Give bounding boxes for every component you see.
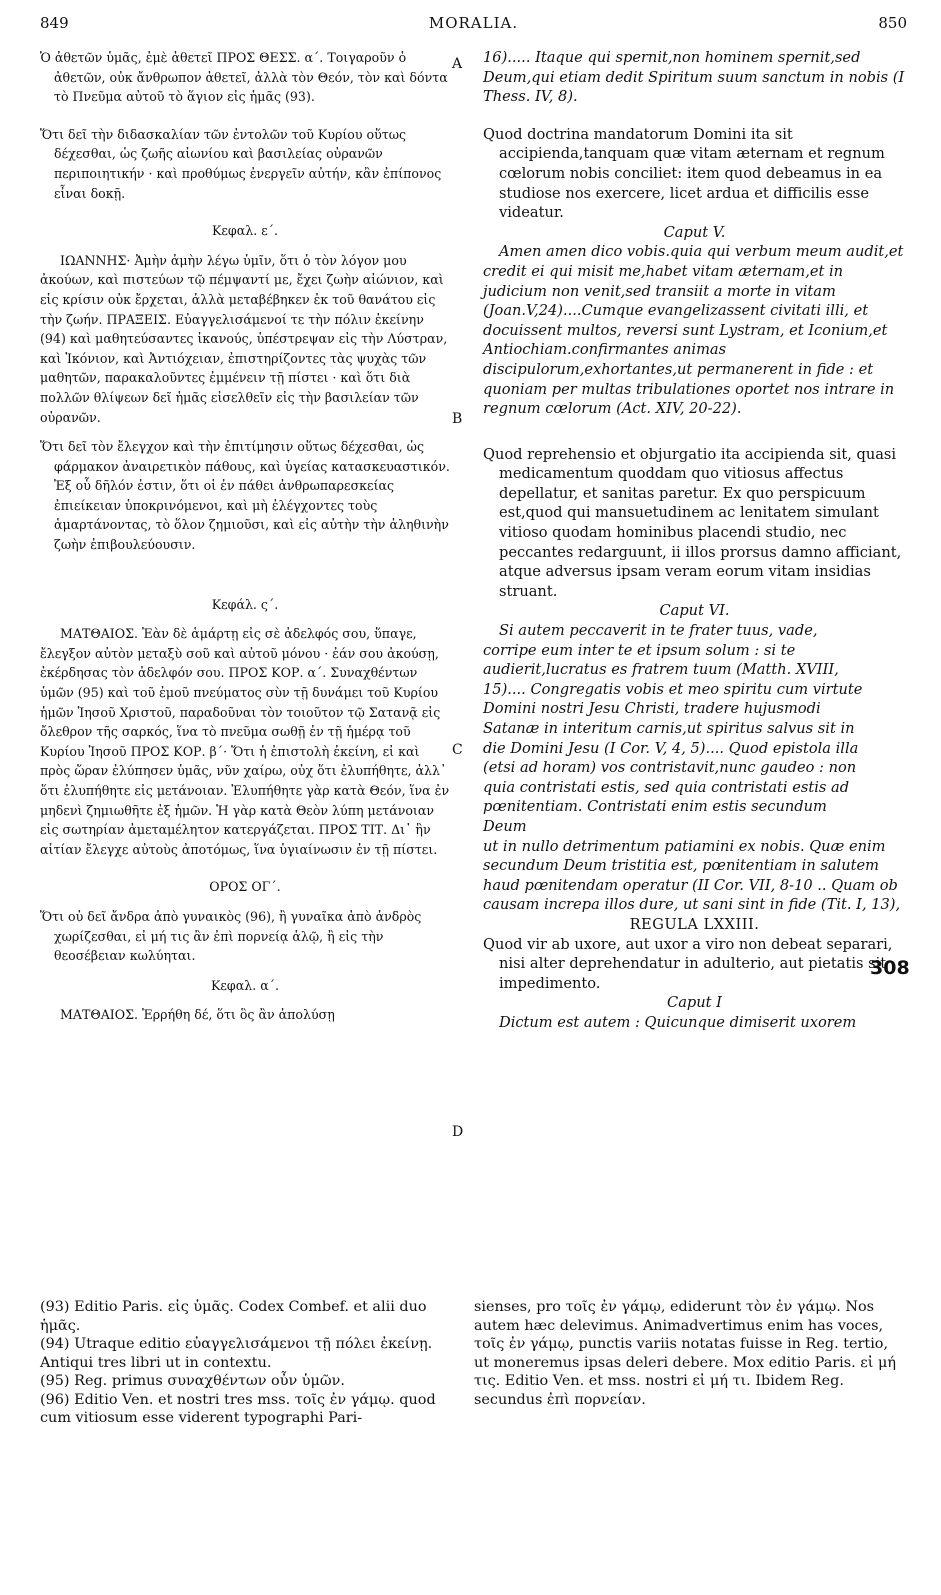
latin-paragraph: Quod vir ab uxore, aut uxor a viro non debeat separari, nisi alter deprehendatur in adulterio, aut pietatis sit impedimento. — [483, 935, 893, 992]
greek-heading: Κεφαλ. α΄. — [210, 977, 280, 993]
greek-heading: ΟΡΟΣ ΟΓ΄. — [209, 879, 281, 895]
running-title: MORALIA. — [428, 14, 519, 32]
margin-letter-b: B — [452, 411, 463, 427]
greek-paragraph: Ὁ ἀθετῶν ὑμᾶς, ἐμὲ ἀθετεῖ ΠΡΟΣ ΘΕΣΣ. α΄. Τοιγαροῦν ὁ ἀθετῶν, οὐκ ἄνθρωπον ἀθετεῖ, ἀλλὰ τὸν Θεόν, τὸν καὶ δόντα τὸ Πνεῦμα αὐτοῦ τὸ ἅγιον εἰς ἡμᾶς (93). — [40, 50, 448, 105]
latin-heading: Caput VI. — [659, 602, 730, 620]
footnote: (95) Reg. primus συναχθέντων οὖν ὑμῶν. — [40, 1373, 345, 1389]
greek-paragraph: Ὅτι δεῖ τὸν ἔλεγχον καὶ τὴν ἐπιτίμησιν οὕτως δέχεσθαι, ὡς φάρμακον ἀναιρετικὸν πάθους, καὶ ὑγείας κατασκευαστικόν. Ἐξ οὗ δῆλόν ἐστιν, ὅτι οἱ ἐν πάθει ἀνθρωπαρεσκείας ἐπιείκειαν ὑποκρινόμενοι, καὶ μὴ ἐλέγχοντες τοὺς ἁμαρτάνοντας, τὸ ὅλον ζημιοῦσι, καὶ εἰς αὐτὴν τὴν ἀληθινὴν ζωὴν ἐπιβουλεύουσιν. — [40, 439, 450, 553]
margin-letter-a: A — [452, 56, 463, 72]
greek-paragraph: Ὅτι οὐ δεῖ ἄνδρα ἀπὸ γυναικὸς (96), ἢ γυναῖκα ἀπὸ ἀνδρὸς χωρίζεσθαι, εἰ μή τις ἂν ἐπὶ πορνείᾳ ἁλῷ, ἢ εἰς τὴν θεοσέβειαν κωλύηται. — [40, 908, 422, 964]
latin-paragraph: Si autem peccaverit in te frater tuus, vade, corripe eum inter te et ipsum solum : si te audierit,lucratus es fratrem tuum (Matth. XVIII, 15).... Congregatis vobis et meo spiritu cum virtute Domini nostri Jesu Christi, tradere hujusmodi Satanæ in interitum carnis,ut spiritus salvus sit in die Domini Jesu (I Cor. V, 4, 5).... Quod epistola illa (etsi ad horam) vos contristavit,nunc gaudeo : non quia contristati estis, sed quia contristati estis ad pœnitentiam. Contristati enim estis secundum Deum — [483, 622, 863, 835]
greek-paragraph: Ὅτι δεῖ τὴν διδασκαλίαν τῶν ἐντολῶν τοῦ Κυρίου οὕτως δέχεσθαι, ὡς ζωῆς αἰωνίου καὶ βασιλείας οὐρανῶν περιποιητικήν · καὶ προθύμως ἐνεργεῖν αὐτήν, κἂν ἐπίπονος εἶναι δοκῇ. — [40, 126, 442, 201]
greek-paragraph: ΙΩΑΝΝΗΣ· Ἀμὴν ἀμὴν λέγω ὑμῖν, ὅτι ὁ τὸν λόγον μου ἀκούων, καὶ πιστεύων τῷ πέμψαντί με, ἔχει ζωὴν αἰώνιον, καὶ εἰς κρίσιν οὐκ ἔρχεται, ἀλλὰ μεταβέβηκεν ἐκ τοῦ θανάτου εἰς τὴν ζωήν. ΠΡΑΞΕΙΣ. Εὐαγγελισάμενοί τε τὴν πόλιν ἐκείνην (94) καὶ μαθητεύσαντες ἱκανούς, ὑπέστρεψαν εἰς τὴν Λύστραν, καὶ Ἰκόνιον, καὶ Ἀντιόχειαν, ἐπιστηρίζοντες τὰς ψυχὰς τῶν μαθητῶν, παρακαλοῦντες ἐμμένειν τῇ πίστει · καὶ ὅτι διὰ πολλῶν θλίψεων δεῖ ἡμᾶς εἰσελθεῖν εἰς τὴν βασιλείαν τῶν οὐρανῶν. — [40, 252, 448, 425]
footnotes-left — [40, 1298, 460, 1428]
footnote: (96) Editio Ven. et nostri tres mss. τοῖς ἐν γάμῳ. quod cum vitiosum esse viderent typographi Pari- — [40, 1391, 436, 1426]
footnote-continuation: sienses, pro τοῖς ἐν γάμῳ, ediderunt τὸν ἐν γάμῳ. Nos autem hæc delevimus. Animadvertimus enim has voces, τοῖς ἐν γάμῳ, punctis variis notatas fuisse in Reg. tertio, ut moneremus ipsas deleri debere. Mox editio Paris. εἰ μή τις. Editio Ven. et mss. nostri εἰ μή τι. Ibidem Reg. secundus ἐπὶ πορνείαν. — [474, 1299, 896, 1408]
greek-column — [40, 48, 450, 1025]
latin-paragraph: 16)..... Itaque qui spernit,non hominem spernit,sed Deum,qui etiam dedit Spiritum suum sanctum in nobis (I Thess. IV, 8). — [483, 49, 905, 106]
running-header — [40, 14, 907, 36]
page-number-right: 850 — [878, 14, 907, 32]
latin-paragraph: Quod reprehensio et objurgatio ita accipienda sit, quasi medicamentum quoddam quo vitiosus affectus depellatur, et sanitas paretur. Ex quo perspicuum est,quod qui mansuetudinem ac lenitatem simulant vitioso quodam hominibus placendi studio, nec peccantes redarguunt, ii illos prorsus damno afficiant, atque adversus ipsam veram eorum vitam insidias struant. — [483, 445, 902, 600]
page-number-left: 849 — [40, 14, 69, 32]
latin-paragraph: Quod doctrina mandatorum Domini ita sit accipienda,tanquam quæ vitam æternam et regnum cœlorum nobis conciliet: item quod debeamus in ea studiose nos exercere, licet ardua et difficilis esse videatur. — [483, 125, 885, 222]
latin-heading: Caput I — [667, 994, 722, 1012]
footnote: (94) Utraque editio εὐαγγελισάμενοι τῇ πόλει ἐκείνῃ. Antiqui tres libri ut in contextu. — [40, 1336, 433, 1371]
section-number: 308 — [870, 957, 910, 979]
footnotes-right — [474, 1298, 906, 1409]
margin-letter-d: D — [452, 1124, 464, 1140]
greek-paragraph: ΜΑΤΘΑΙΟΣ. Ἐρρήθη δέ, ὅτι ὃς ἂν ἀπολύσῃ — [60, 1007, 335, 1023]
margin-letter-c: C — [452, 742, 463, 758]
greek-heading: Κεφάλ. ς΄. — [211, 596, 279, 612]
latin-heading: REGULA LXXIII. — [629, 915, 760, 933]
greek-heading: Κεφαλ. ε΄. — [211, 223, 279, 239]
footnote: (93) Editio Paris. εἰς ὑμᾶς. Codex Combef. et alii duo ἡμᾶς. — [40, 1299, 427, 1334]
latin-paragraph: Amen amen dico vobis.quia qui verbum meum audit,et credit ei qui misit me,habet vitam æternam,et in judicium non venit,sed transiit a morte in vitam (Joan.V,24)....Cumque evangelizassent civitati illi, et docuissent multos, reversi sunt Lystram, et Iconium,et Antiochiam.confirmantes animas discipulorum,exhortantes,ut permanerent in fide : et quoniam per multas tribulationes oportet nos intrare in regnum cœlorum (Act. XIV, 20-22). — [483, 243, 904, 418]
latin-heading: Caput V. — [663, 223, 726, 241]
latin-paragraph: Dictum est autem : Quicunque dimiserit uxorem — [499, 1013, 857, 1031]
latin-column — [483, 48, 906, 1033]
greek-paragraph: ΜΑΤΘΑΙΟΣ. Ἐὰν δὲ ἁμάρτῃ εἰς σὲ ἀδελφός σου, ὕπαγε, ἔλεγξον αὐτὸν μεταξὺ σοῦ καὶ αὐτοῦ μόνου · ἐάν σου ἀκούσῃ, ἐκέρδησας τὸν ἀδελφόν σου. ΠΡΟΣ ΚΟΡ. α΄. Συναχθέντων ὑμῶν (95) καὶ τοῦ ἐμοῦ πνεύματος σὺν τῇ δυνάμει τοῦ Κυρίου ἡμῶν Ἰησοῦ Χριστοῦ, παραδοῦναι τὸν τοιοῦτον τῷ Σατανᾷ εἰς ὄλεθρον τῆς σαρκός, ἵνα τὸ πνεῦμα σωθῇ ἐν τῇ ἡμέρᾳ τοῦ Κυρίου Ἰησοῦ ΠΡΟΣ ΚΟΡ. β΄· Ὅτι ἡ ἐπιστολὴ ἐκείνη, εἰ καὶ πρὸς ὥραν ἐλύπησεν ὑμᾶς, νῦν χαίρω, οὐχ ὅτι ἐλυπήθητε, ἀλλ᾽ ὅτι ἐλυπήθητε εἰς μετάνοιαν. Ἐλυπήθητε γὰρ κατὰ Θεόν, ἵνα ἐν μηδενὶ ζημιωθῆτε ἐξ ἡμῶν. Ἡ γὰρ κατὰ Θεὸν λύπη μετάνοιαν εἰς σωτηρίαν ἀμεταμέλητον κατεργάζεται. ΠΡΟΣ ΤΙΤ. Δι᾽ ἣν αἰτίαν ἔλεγχε αὐτοὺς ἀποτόμως, ἵνα ὑγιαίνωσιν ἐν τῇ πίστει. — [40, 626, 450, 857]
latin-paragraph: ut in nullo detrimentum patiamini ex nobis. Quæ enim secundum Deum tristitia est, pœnitentiam in salutem haud pœnitendam operatur (II Cor. VII, 8-10 .. Quam ob causam increpa illos dure, ut sani sint in fide (Tit. I, 13), — [483, 837, 901, 914]
